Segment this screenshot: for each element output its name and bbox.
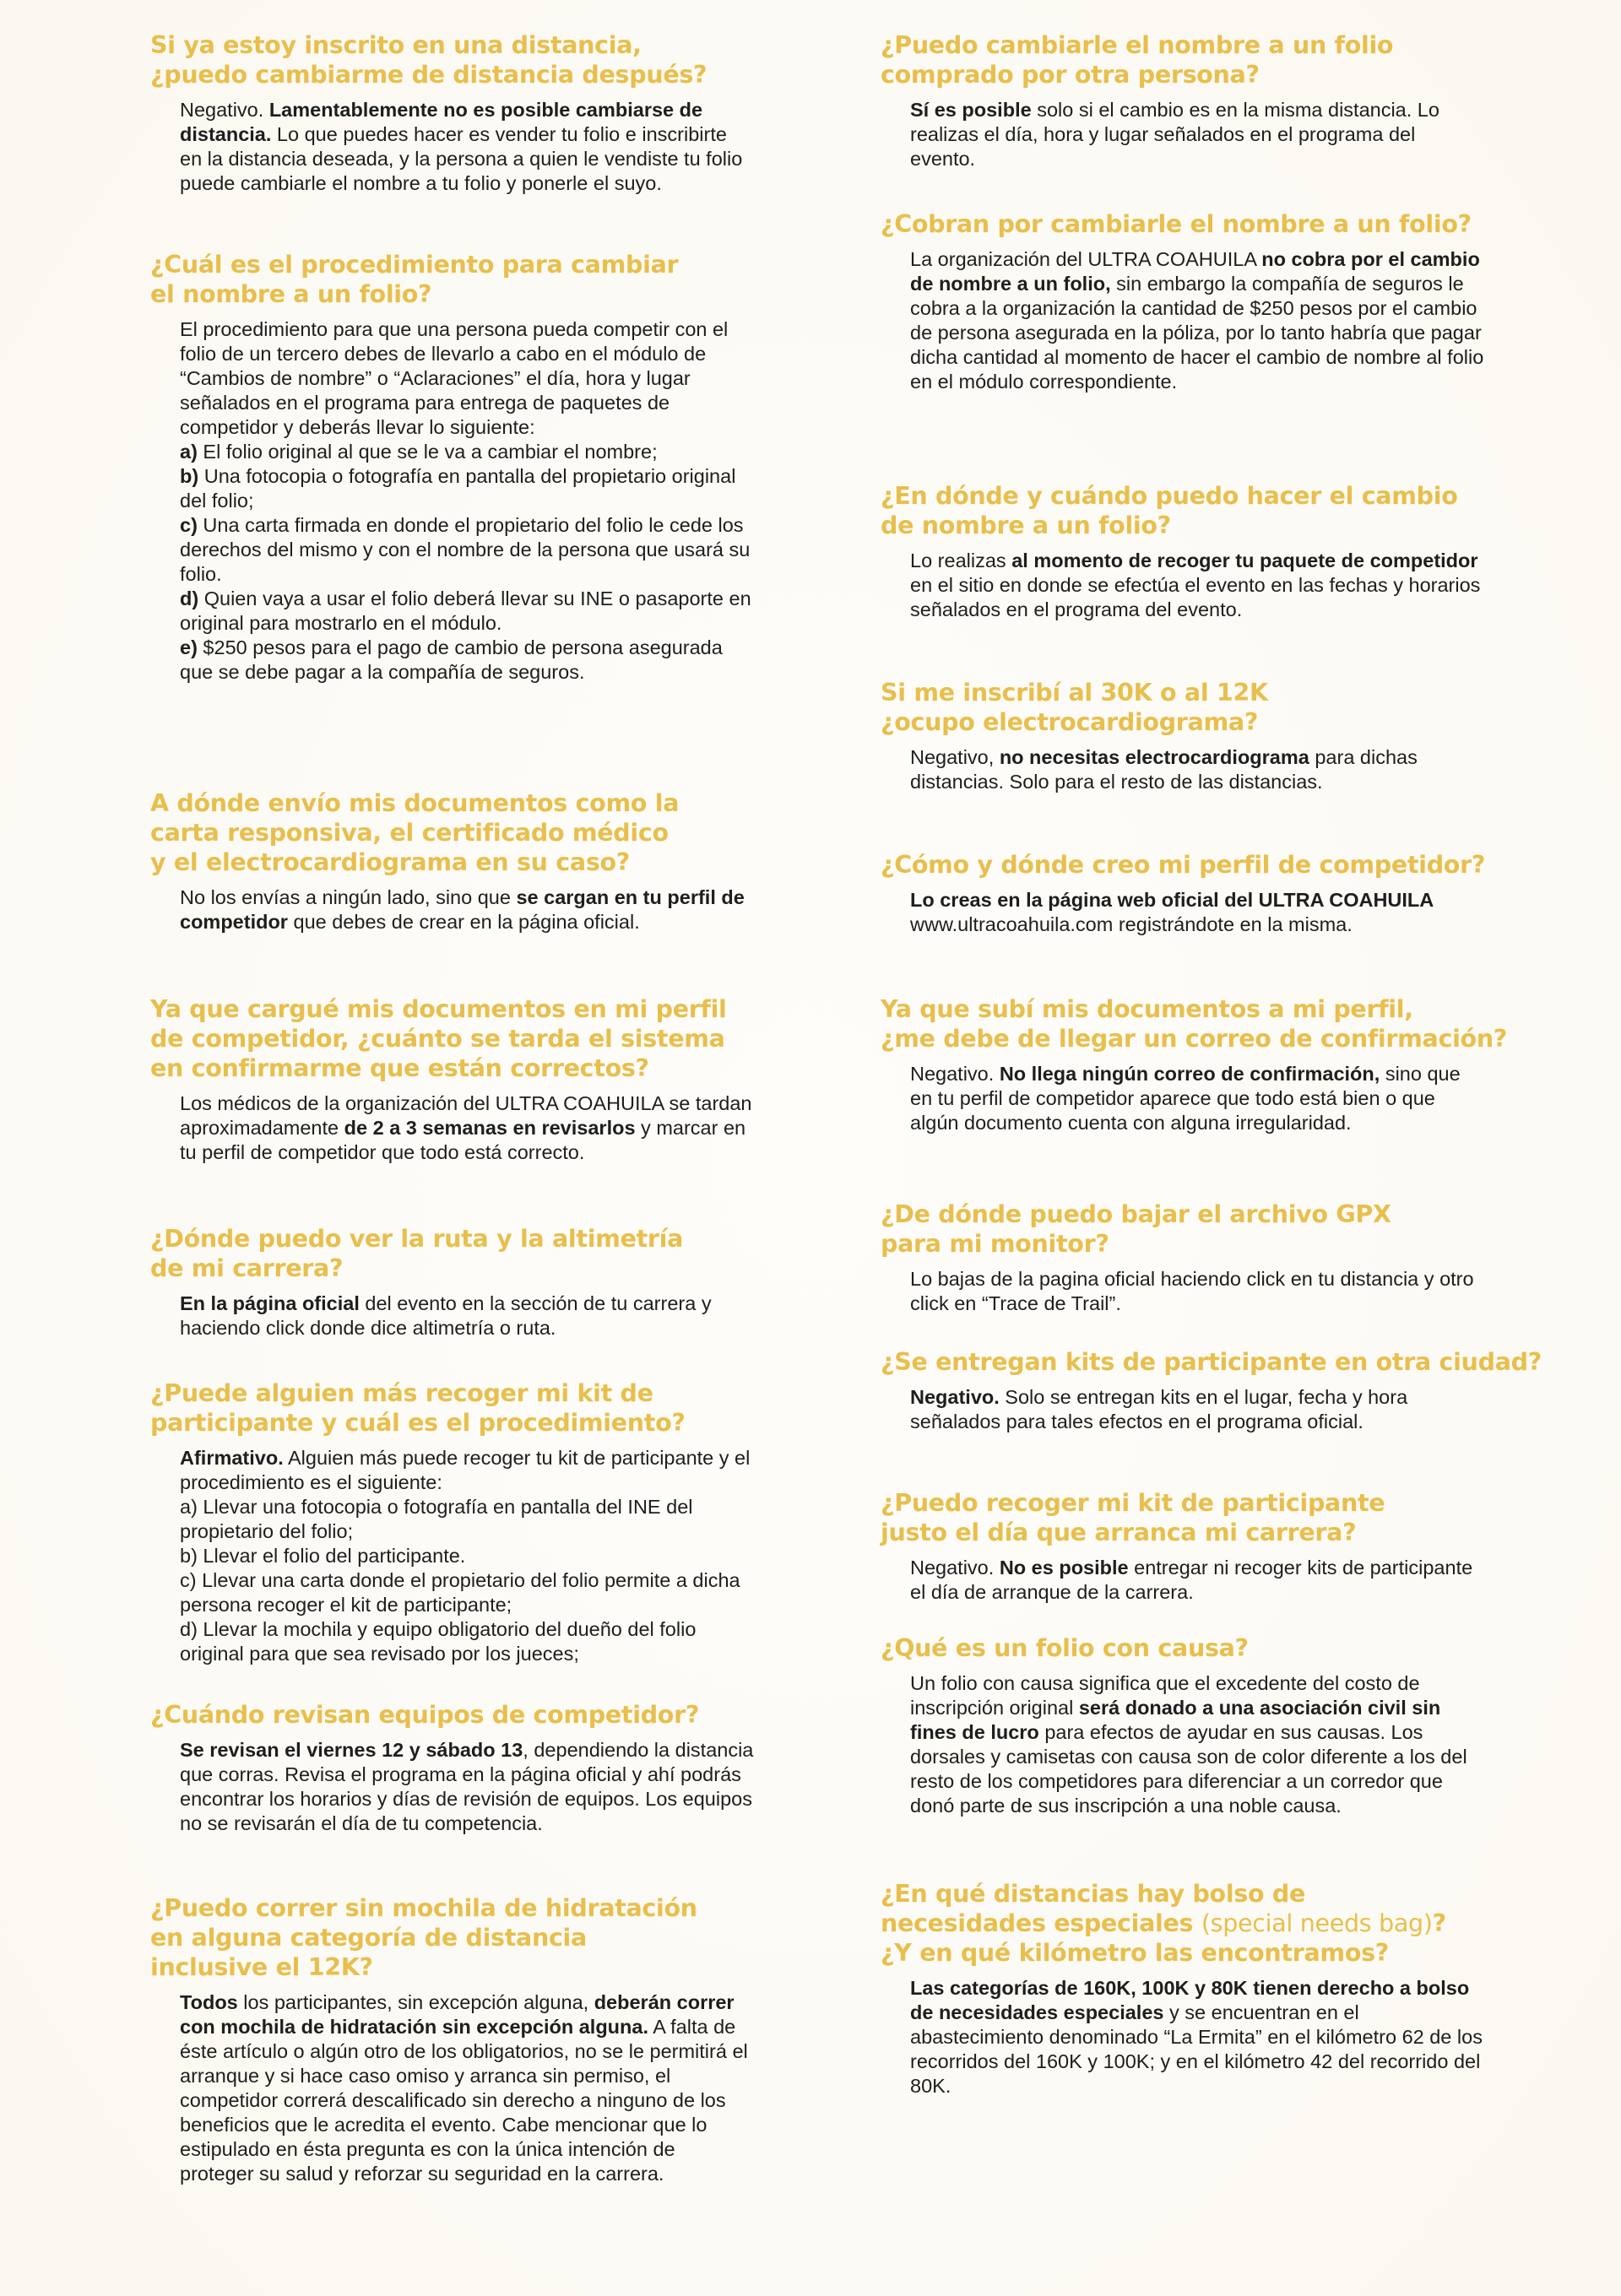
faq-question: ¿Cuándo revisan equipos de competidor? [150, 1701, 700, 1729]
faq-item [150, 1893, 843, 2186]
faq-question: ¿Qué es un folio con causa? [881, 1634, 1249, 1662]
faq-question: ¿En dónde y cuándo puedo hacer el cambio de nombre a un folio? [881, 482, 1458, 539]
faq-answer: Se revisan el viernes 12 y sábado 13, dependiendo la distancia que corras. Revisa el programa en la página oficial y ahí podrás encontrar los horarios y días de revisión de equipos. Los equipos no se revisarán el día de tu competencia. [180, 1739, 754, 1834]
faq-item [150, 788, 843, 934]
faq-answer: Negativo. Solo se entregan kits en el lugar, fecha y hora señalados para tales efectos en el programa oficial. [910, 1386, 1408, 1432]
faq-item [150, 1378, 843, 1666]
faq-question: ¿Puedo correr sin mochila de hidratación en alguna categoría de distancia inclusive el 12K? [150, 1894, 697, 1981]
faq-question: ¿En qué distancias hay bolso de necesidades especiales (special needs bag)? ¿Y en qué kilómetro las encontramos? [881, 1880, 1446, 1967]
faq-answer: Negativo. No llega ningún correo de confirmación, sino que en tu perfil de competidor aparece que todo está bien o que algún documento cuenta con alguna irregularidad. [910, 1063, 1461, 1134]
faq-answer: Los médicos de la organización del ULTRA COAHUILA se tardan aproximadamente de 2 a 3 semanas en revisarlos y marcar en tu perfil de competidor que todo está correcto. [180, 1092, 752, 1163]
faq-question: Ya que subí mis documentos a mi perfil, ¿me debe de llegar un correo de confirmación? [881, 995, 1508, 1053]
faq-answer: El procedimiento para que una persona pueda competir con el folio de un tercero debes de llevarlo a cabo en el módulo de “Cambios de nombre” o “Aclaraciones” el día, hora y lugar señalados en el programa para entrega de paquetes de competidor y deberás llevar lo siguiente: a) El folio original al que se le va a cambiar el nombre; b) Una fotocopia o fotografía en pantalla del propietario original del folio; c) Una carta firmada en donde el propietario del folio le cede los derechos del mismo y con el nombre de la persona que usará su folio. d) Quien vaya a usar el folio deberá llevar su INE o pasaporte en original para mostrarlo en el módulo. e) $250 pesos para el pago de cambio de persona asegurada que se debe pagar a la compañía de seguros. [180, 318, 751, 683]
faq-item [881, 1199, 1573, 1316]
faq-question: ¿Cuál es el procedimiento para cambiar el nombre a un folio? [150, 251, 679, 308]
faq-question: ¿Puedo recoger mi kit de participante justo el día que arranca mi carrera? [881, 1489, 1385, 1546]
faq-item [150, 1700, 843, 1836]
faq-item [881, 850, 1573, 937]
faq-item [150, 250, 843, 685]
faq-question: A dónde envío mis documentos como la carta responsiva, el certificado médico y el electrocardiograma en su caso? [150, 789, 680, 876]
faq-answer: No los envías a ningún lado, sino que se cargan en tu perfil de competidor que debes de crear en la página oficial. [180, 886, 745, 933]
faq-item [881, 678, 1573, 794]
faq-answer: Lo creas en la página web oficial del ULTRA COAHUILA www.ultracoahuila.com registrándote en la misma. [910, 889, 1434, 935]
faq-question: Ya que cargué mis documentos en mi perfil de competidor, ¿cuánto se tarda el sistema en confirmarme que están correctos? [150, 995, 727, 1082]
faq-answer: Lo realizas al momento de recoger tu paquete de competidor en el sitio en donde se efectúa el evento en las fechas y horarios señalados en el programa del evento. [910, 550, 1481, 620]
faq-answer: En la página oficial del evento en la sección de tu carrera y haciendo click donde dice altimetría o ruta. [180, 1292, 712, 1339]
faq-answer: Negativo. Lamentablemente no es posible cambiarse de distancia. Lo que puedes hacer es vender tu folio e inscribirte en la distancia deseada, y la persona a quien le vendiste tu folio puede cambiarle el nombre a tu folio y ponerle el suyo. [180, 99, 743, 194]
faq-question: ¿Cobran por cambiarle el nombre a un folio? [881, 210, 1472, 238]
faq-question: ¿Se entregan kits de participante en otra ciudad? [881, 1348, 1542, 1376]
faq-question: ¿De dónde puedo bajar el archivo GPX para mi monitor? [881, 1200, 1391, 1258]
faq-question: ¿Puede alguien más recoger mi kit de participante y cuál es el procedimiento? [150, 1379, 686, 1437]
faq-answer: Un folio con causa significa que el excedente del costo de inscripción original será donado a una asociación civil sin fines de lucro para efectos de ayudar en sus causas. Los dorsales y camisetas con causa son de color diferente a los del resto de los competidores para diferenciar a un corredor que donó parte de sus inscripción a una noble causa. [910, 1672, 1467, 1817]
faq-item [150, 1224, 843, 1340]
faq-item [150, 994, 843, 1165]
faq-question: ¿Cómo y dónde creo mi perfil de competidor? [881, 851, 1486, 879]
faq-question: Si me inscribí al 30K o al 12K ¿ocupo electrocardiograma? [881, 679, 1268, 736]
faq-answer: Negativo, no necesitas electrocardiograma para dichas distancias. Solo para el resto de las distancias. [910, 746, 1418, 793]
faq-item [881, 1879, 1573, 2098]
faq-question: ¿Puedo cambiarle el nombre a un folio comprado por otra persona? [881, 31, 1394, 89]
faq-answer: Afirmativo. Alguien más puede recoger tu kit de participante y el procedimiento es el siguiente: a) Llevar una fotocopia o fotografía en pantalla del INE del propietario del folio; b) Llevar el folio del participante. c) Llevar una carta donde el propietario del folio permite a dicha persona recoger el kit de participante; d) Llevar la mochila y equipo obligatorio del dueño del folio original para que sea revisado por los jueces; [180, 1447, 751, 1665]
faq-item [881, 1347, 1573, 1434]
faq-answer: La organización del ULTRA COAHUILA no cobra por el cambio de nombre a un folio, sin embargo la compañía de seguros le cobra a la organización la cantidad de $250 pesos por el cambio de persona asegurada en la póliza, por lo tanto habría que pagar dicha cantidad al momento de hacer el cambio de nombre al folio en el módulo correspondiente. [910, 248, 1484, 393]
faq-item [881, 1633, 1573, 1818]
faq-answer: Todos los participantes, sin excepción alguna, deberán correr con mochila de hidratación sin excepción alguna. A falta de éste artículo o algún otro de los obligatorios, no se le permitirá el arranque y si hace caso omiso y arranca sin permiso, el competidor correrá descalificado sin derecho a ninguno de los beneficios que le acredita el evento. Cabe mencionar que lo estipulado en ésta pregunta es con la única intención de proteger su salud y reforzar su seguridad en la carrera. [180, 1991, 748, 2185]
faq-answer: Las categorías de 160K, 100K y 80K tienen derecho a bolso de necesidades especiales y se encuentran en el abastecimiento denominado “La Ermita” en el kilómetro 62 de los recorridos del 160K y 100K; y en el kilómetro 42 del recorrido del 80K. [910, 1977, 1483, 2097]
faq-answer: Sí es posible solo si el cambio es en la misma distancia. Lo realizas el día, hora y lugar señalados en el programa del evento. [910, 99, 1439, 170]
faq-item [881, 481, 1573, 622]
faq-item [881, 1488, 1573, 1605]
faq-item [150, 30, 843, 196]
faq-question: ¿Dónde puedo ver la ruta y la altimetría de mi carrera? [150, 1225, 684, 1282]
faq-answer: Lo bajas de la pagina oficial haciendo click en tu distancia y otro click en “Trace de Trail”. [910, 1268, 1474, 1314]
faq-answer: Negativo. No es posible entregar ni recoger kits de participante el día de arranque de la carrera. [910, 1557, 1473, 1603]
faq-item [881, 30, 1573, 171]
faq-item [881, 994, 1573, 1135]
faq-item [881, 209, 1573, 394]
faq-question: Si ya estoy inscrito en una distancia, ¿puedo cambiarme de distancia después? [150, 31, 707, 89]
